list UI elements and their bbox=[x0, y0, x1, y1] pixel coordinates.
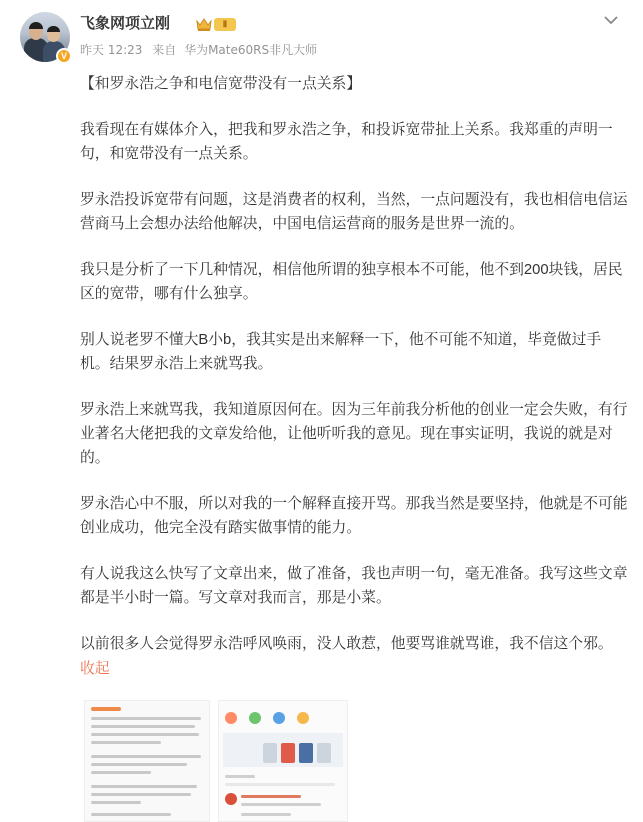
paragraph: 罗永浩投诉宽带有问题，这是消费者的权利，当然，一点问题没有，我也相信电信运营商马上会想办法给他解决，中国电信运营商的服务是世界一流的。 bbox=[80, 192, 628, 232]
source-device: 华为Mate60RS非凡大师 bbox=[184, 43, 318, 57]
post-meta bbox=[80, 41, 323, 59]
verified-icon: V bbox=[56, 48, 72, 64]
image-thumbnail-2[interactable] bbox=[218, 700, 348, 822]
crown-icon bbox=[195, 16, 213, 32]
paragraph: 我看现在有媒体介入，把我和罗永浩之争，和投诉宽带扯上关系。我郑重的声明一句，和宽带没有一点关系。 bbox=[80, 122, 613, 162]
paragraph: 别人说老罗不懂大B小b，我其实是出来解释一下，他不可能不知道，毕竟做过手机。结果罗永浩上来就骂我。 bbox=[80, 332, 602, 372]
image-thumbnail-1[interactable] bbox=[84, 700, 210, 822]
paragraph: 以前很多人会觉得罗永浩呼风唤雨，没人敢惹，他要骂谁就骂谁，我不信这个邪。 bbox=[80, 636, 613, 652]
paragraph: 我只是分析了一下几种情况，相信他所谓的独享根本不可能，他不到200块钱，居民区的宽带，哪有什么独享。 bbox=[80, 262, 623, 302]
post-title: 【和罗永浩之争和电信宽带没有一点关系】 bbox=[80, 76, 362, 92]
collapse-link[interactable]: 收起 bbox=[80, 661, 110, 677]
post-time[interactable]: 昨天 12:23 bbox=[80, 43, 143, 57]
chevron-down-icon[interactable] bbox=[603, 14, 619, 26]
level-badge: Ⅱ bbox=[214, 18, 236, 31]
author-name[interactable]: 飞象网项立刚 bbox=[80, 15, 171, 32]
paragraph: 有人说我这么快写了文章出来，做了准备，我也声明一句，毫无准备。我写这些文章都是半小时一篇。写文章对我而言，那是小菜。 bbox=[80, 566, 628, 606]
avatar[interactable] bbox=[20, 12, 70, 62]
paragraph: 罗永浩心中不服，所以对我的一个解释直接开骂。那我当然是要坚持，他就是不可能创业成功，他完全没有踏实做事情的能力。 bbox=[80, 496, 628, 536]
paragraph: 罗永浩上来就骂我，我知道原因何在。因为三年前我分析他的创业一定会失败，有行业著名大佬把我的文章发给他，让他听听我的意见。现在事实证明，我说的就是对的。 bbox=[80, 402, 628, 466]
post-content bbox=[80, 72, 628, 681]
source-prefix: 来自 bbox=[152, 43, 177, 57]
post-header bbox=[20, 10, 623, 70]
